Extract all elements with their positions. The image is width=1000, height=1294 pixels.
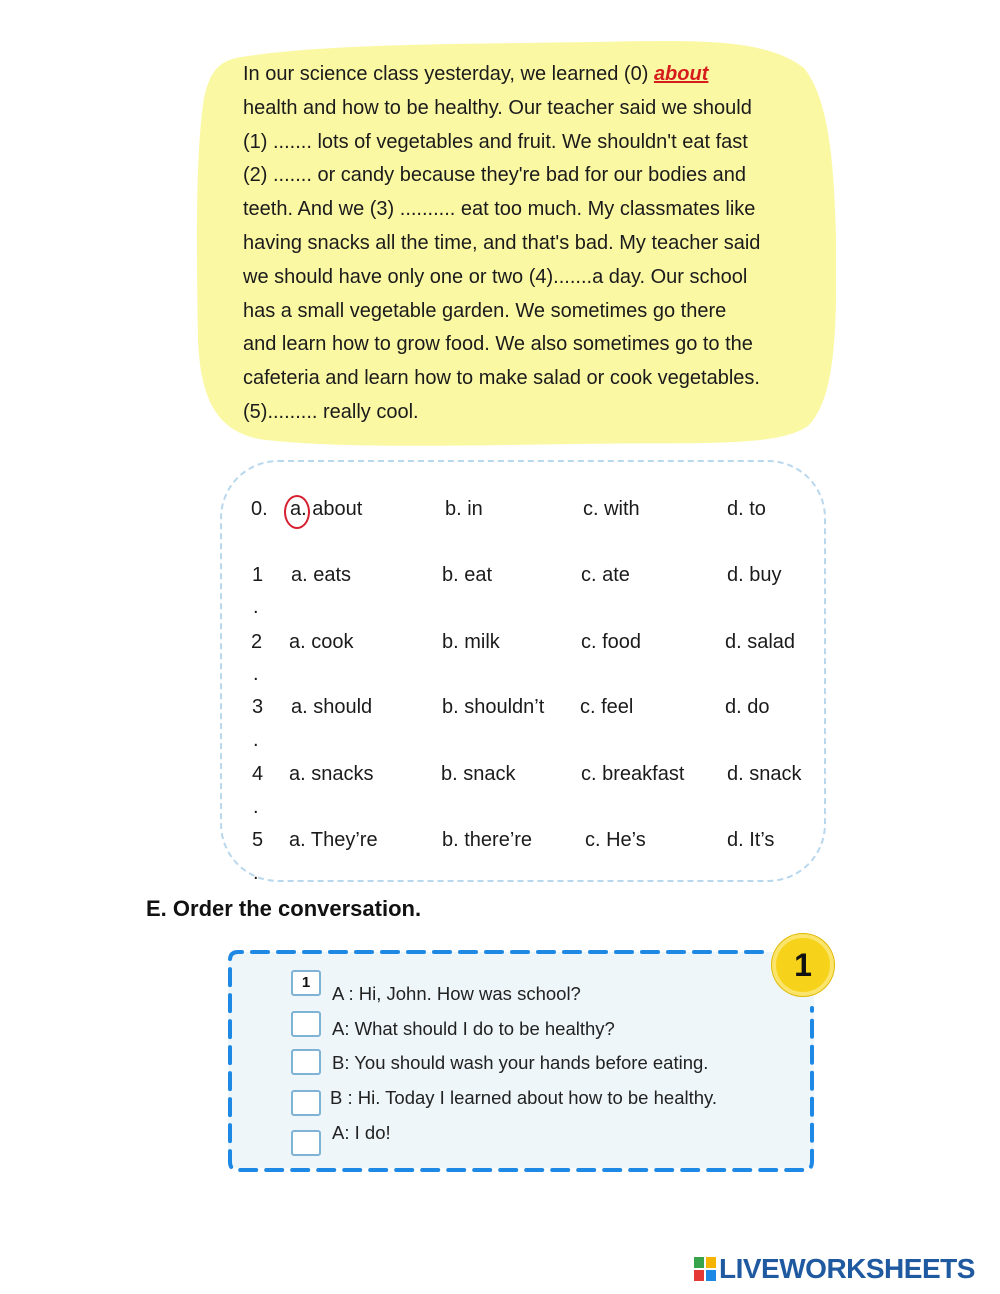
- option-a[interactable]: a. about: [290, 498, 363, 520]
- conversation-line: A: I do!: [332, 1122, 391, 1143]
- liveworksheets-logo-icon: [694, 1257, 716, 1281]
- question-dot: .: [253, 796, 259, 818]
- conversation-line: B: You should wash your hands before eating.: [332, 1052, 709, 1073]
- option-c[interactable]: c. ate: [581, 564, 630, 586]
- option-d[interactable]: d. It’s: [727, 829, 775, 851]
- passage-line: teeth. And we (3) .......... eat too much. My classmates like: [243, 198, 756, 221]
- option-a[interactable]: a. eats: [291, 564, 352, 586]
- option-a[interactable]: a. cook: [289, 631, 354, 653]
- question-dot: .: [253, 663, 259, 685]
- option-b[interactable]: b. eat: [442, 564, 493, 586]
- passage-line: has a small vegetable garden. We sometimes go there: [243, 299, 727, 322]
- passage-line: cafeteria and learn how to make salad or cook vegetables.: [243, 367, 760, 390]
- passage-line: In our science class yesterday, we learned (0) about: [243, 63, 709, 85]
- option-d[interactable]: d. buy: [727, 564, 782, 586]
- conversation-line: A : Hi, John. How was school?: [332, 983, 581, 1004]
- passage-line: (2) ....... or candy because they're bad for our bodies and: [243, 164, 746, 187]
- liveworksheets-logo: [694, 1252, 975, 1286]
- option-a[interactable]: a. snacks: [289, 763, 374, 785]
- logo-text: LIVEWORKSHEETS: [719, 1253, 975, 1284]
- conversation-line: B : Hi. Today I learned about how to be healthy.: [330, 1087, 718, 1108]
- question-row-0: [0, 498, 1000, 528]
- option-a[interactable]: a. They’re: [289, 829, 378, 851]
- option-d[interactable]: d. salad: [725, 631, 796, 653]
- question-number: 5: [252, 829, 264, 851]
- question-row-4: [0, 763, 1000, 793]
- question-dot: .: [253, 862, 259, 884]
- question-dot: .: [253, 729, 259, 751]
- order-box[interactable]: [291, 1011, 321, 1037]
- example-answer: about: [653, 63, 709, 85]
- option-c[interactable]: c. with: [583, 498, 640, 520]
- question-number: 2: [251, 631, 263, 653]
- option-c[interactable]: c. breakfast: [581, 763, 685, 785]
- reading-passage: [243, 58, 818, 430]
- question-dot: .: [253, 596, 259, 618]
- passage-line: health and how to be healthy. Our teacher said we should: [243, 96, 752, 119]
- passage-line: and learn how to grow food. We also sometimes go to the: [243, 333, 753, 356]
- order-box[interactable]: [291, 1130, 321, 1156]
- order-box[interactable]: [291, 1049, 321, 1075]
- option-b[interactable]: b. milk: [442, 631, 500, 653]
- question-number: 3: [252, 696, 264, 718]
- option-d[interactable]: d. snack: [727, 763, 802, 785]
- exercise-number-badge: 1: [772, 934, 834, 996]
- option-c[interactable]: c. feel: [580, 696, 634, 718]
- question-row-1: [0, 564, 1000, 594]
- question-row-2: [0, 631, 1000, 661]
- question-row-3: [0, 696, 1000, 726]
- option-d[interactable]: d. to: [727, 498, 766, 520]
- section-title: E. Order the conversation.: [146, 896, 422, 921]
- option-a[interactable]: a. should: [291, 696, 373, 718]
- question-number: 4: [252, 763, 264, 785]
- order-box[interactable]: 1: [291, 970, 321, 996]
- option-b[interactable]: b. in: [445, 498, 483, 520]
- passage-line: having snacks all the time, and that's bad. My teacher said: [243, 231, 761, 254]
- question-number: 0.: [251, 498, 268, 520]
- order-box[interactable]: [291, 1090, 321, 1116]
- passage-line: (1) ....... lots of vegetables and fruit. We shouldn't eat fast: [243, 130, 748, 153]
- option-c[interactable]: c. food: [581, 631, 642, 653]
- option-b[interactable]: b. there’re: [442, 829, 533, 851]
- passage-line: we should have only one or two (4).......a day. Our school: [243, 265, 748, 288]
- option-c[interactable]: c. He’s: [585, 829, 646, 851]
- option-b[interactable]: b. snack: [441, 763, 516, 785]
- question-row-5: [0, 829, 1000, 859]
- passage-line: (5)......... really cool.: [243, 400, 419, 423]
- option-d[interactable]: d. do: [725, 696, 770, 718]
- option-b[interactable]: b. shouldn’t: [442, 696, 545, 718]
- question-number: 1: [252, 564, 264, 586]
- conversation-line: A: What should I do to be healthy?: [332, 1018, 615, 1039]
